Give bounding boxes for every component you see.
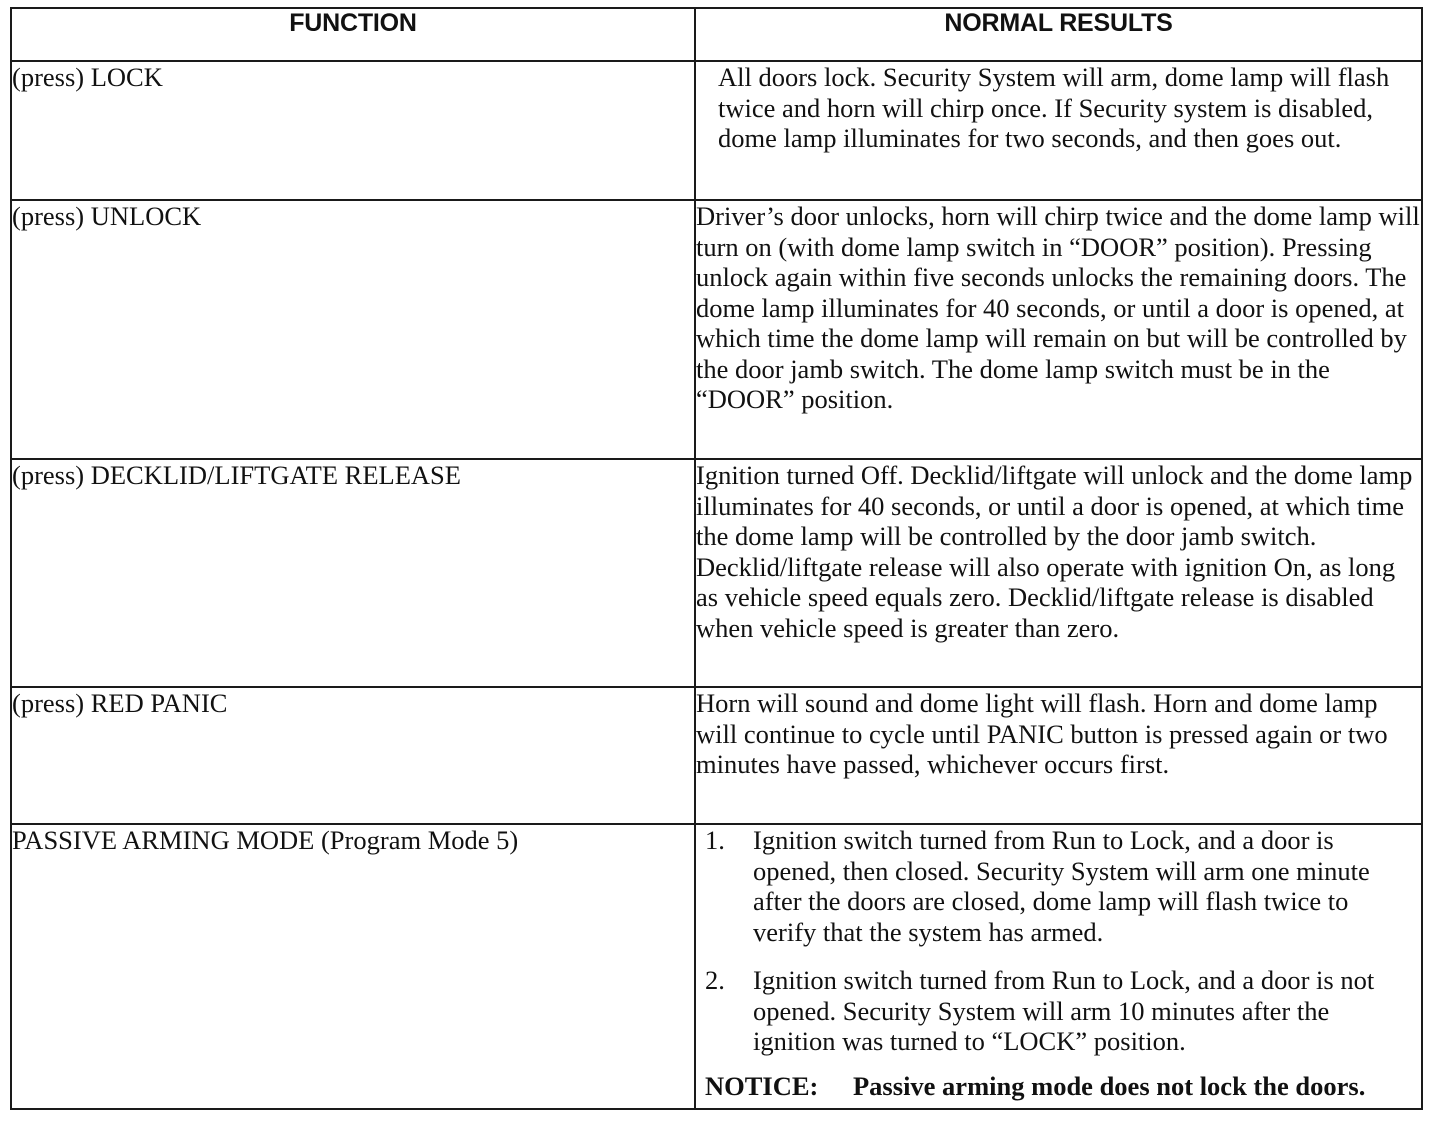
list-item bbox=[705, 825, 1407, 947]
function-cell: (press) UNLOCK bbox=[11, 200, 695, 459]
list-item-text: Ignition switch turned from Run to Lock, and a door is opened, then closed. Security System will arm one minute after the doors are closed, dome lamp will flash twice to verify that the system has armed. bbox=[753, 825, 1370, 947]
result-cell: Ignition turned Off. Decklid/liftgate will unlock and the dome lamp illuminates for 40 seconds, or until a door is opened, at which time the dome lamp will be controlled by the door jamb switch. Decklid/liftgate release will also operate with ignition On, as long as vehicle speed equals zero. Decklid/liftgate release is disabled when vehicle speed is greater than zero. bbox=[695, 459, 1422, 687]
header-row bbox=[11, 8, 1422, 61]
list-item bbox=[705, 965, 1407, 1057]
notice-label: NOTICE: bbox=[705, 1070, 819, 1101]
table-row bbox=[11, 459, 1422, 687]
result-cell: Driver’s door unlocks, horn will chirp twice and the dome lamp will turn on (with dome lamp switch in “DOOR” position). Pressing unlock again within five seconds unlocks the remaining doors. The dome lamp illuminates for 40 seconds, or until a door is opened, at which time the dome lamp will remain on but will be controlled by the door jamb switch. The dome lamp switch must be in the “DOOR” position. bbox=[695, 200, 1422, 459]
list-item-text: Ignition switch turned from Run to Lock, and a door is not opened. Security System will arm 10 minutes after the ignition was turned to “LOCK” position. bbox=[753, 965, 1375, 1056]
table-row bbox=[11, 61, 1422, 200]
result-cell: All doors lock. Security System will arm, dome lamp will flash twice and horn will chirp once. If Security system is disabled, dome lamp illuminates for two seconds, and then goes out. bbox=[695, 61, 1422, 200]
function-results-table bbox=[10, 7, 1423, 1110]
result-cell bbox=[695, 824, 1422, 1109]
list-item-number: 2. bbox=[705, 965, 725, 995]
function-cell: (press) DECKLID/LIFTGATE RELEASE bbox=[11, 459, 695, 687]
table-row bbox=[11, 824, 1422, 1109]
function-cell: PASSIVE ARMING MODE (Program Mode 5) bbox=[11, 824, 695, 1109]
table-row bbox=[11, 687, 1422, 824]
notice-text: Passive arming mode does not lock the doors. bbox=[853, 1070, 1366, 1101]
result-cell: Horn will sound and dome light will flash. Horn and dome lamp will continue to cycle until PANIC button is pressed again or two minutes have passed, whichever occurs first. bbox=[695, 687, 1422, 824]
list-item-number: 1. bbox=[705, 825, 725, 855]
function-cell: (press) RED PANIC bbox=[11, 687, 695, 824]
table-row bbox=[11, 200, 1422, 459]
function-column-header: FUNCTION bbox=[11, 8, 695, 61]
notice bbox=[705, 1071, 1407, 1102]
normal-results-column-header: NORMAL RESULTS bbox=[695, 8, 1422, 61]
function-cell: (press) LOCK bbox=[11, 61, 695, 200]
